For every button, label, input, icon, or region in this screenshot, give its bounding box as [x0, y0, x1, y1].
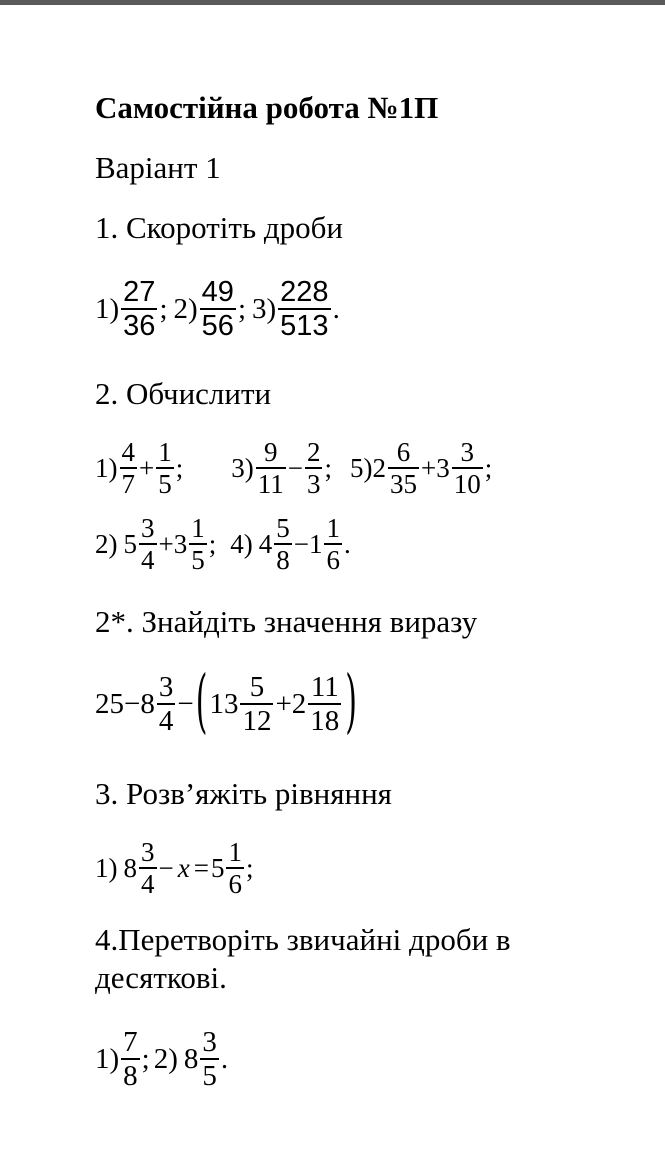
- task2-ex2: 2): [95, 528, 118, 559]
- task2star-expression: 25 − 8 $\frac{3}{4}$ − ( 13 $\frac{5}{12}$ + 2 $\frac{11}{18}$ ): [95, 662, 358, 744]
- task1-item1-label: 1): [95, 292, 120, 325]
- task3-equation: 1) 8 $\frac{3}{4}$ − x = 5 $\frac{1}{6}$ ;: [95, 836, 254, 899]
- task1-fractions: 1) $\frac{27}{36}$ ; 2) $\frac{49}{56}$ ; 3) $\frac{228}{513}$ .: [95, 275, 340, 342]
- page-title: Самостійна робота №1П: [95, 90, 439, 125]
- close-parenthesis: ): [345, 662, 358, 744]
- task2-ex3: 3): [231, 452, 254, 483]
- task4-heading-line1: 4.Перетворіть звичайні дроби в: [95, 922, 511, 957]
- task1-heading: 1. Скоротіть дроби: [95, 210, 343, 245]
- task1-item1-fraction: $\frac{27}{36}$: [123, 275, 156, 342]
- task4-heading-line2: десяткові.: [95, 960, 227, 995]
- task1-item3-label: 3): [252, 292, 277, 325]
- task4-fractions: 1) $\frac{7}{8}$ ; 2) 8 $\frac{3}{5}$ .: [95, 1025, 229, 1092]
- task1-item3-fraction: $\frac{228}{513}$: [280, 275, 329, 342]
- task3-heading: 3. Розв’яжіть рівняння: [95, 776, 392, 811]
- task2-ex5: 5): [350, 452, 373, 483]
- task2-ex1: 1): [95, 452, 118, 483]
- task1-item2-fraction: $\frac{49}{56}$: [201, 275, 234, 342]
- variable-x: x: [177, 852, 190, 883]
- variant-label: Варіант 1: [95, 150, 221, 185]
- task2-ex4: 4): [230, 528, 253, 559]
- top-border: [0, 0, 665, 5]
- task2-row1: 1) $\frac{4}{7}$ + $\frac{1}{5}$ ; 3) $\frac{9}{11}$ − $\frac{2}{3}$ ; 5) 2 $\frac{6}{35}$ + 3 $\frac{3}{10}$ ;: [95, 436, 493, 499]
- open-parenthesis: (: [195, 662, 208, 744]
- task2star-heading: 2*. Знайдіть значення виразу: [95, 604, 478, 639]
- task2-row2: 2) 5 $\frac{3}{4}$ + 3 $\frac{1}{5}$ ; 4) 4 $\frac{5}{8}$ − 1 $\frac{1}{6}$ .: [95, 512, 351, 575]
- task1-item2-label: 2): [173, 292, 198, 325]
- task2-heading: 2. Обчислити: [95, 376, 272, 411]
